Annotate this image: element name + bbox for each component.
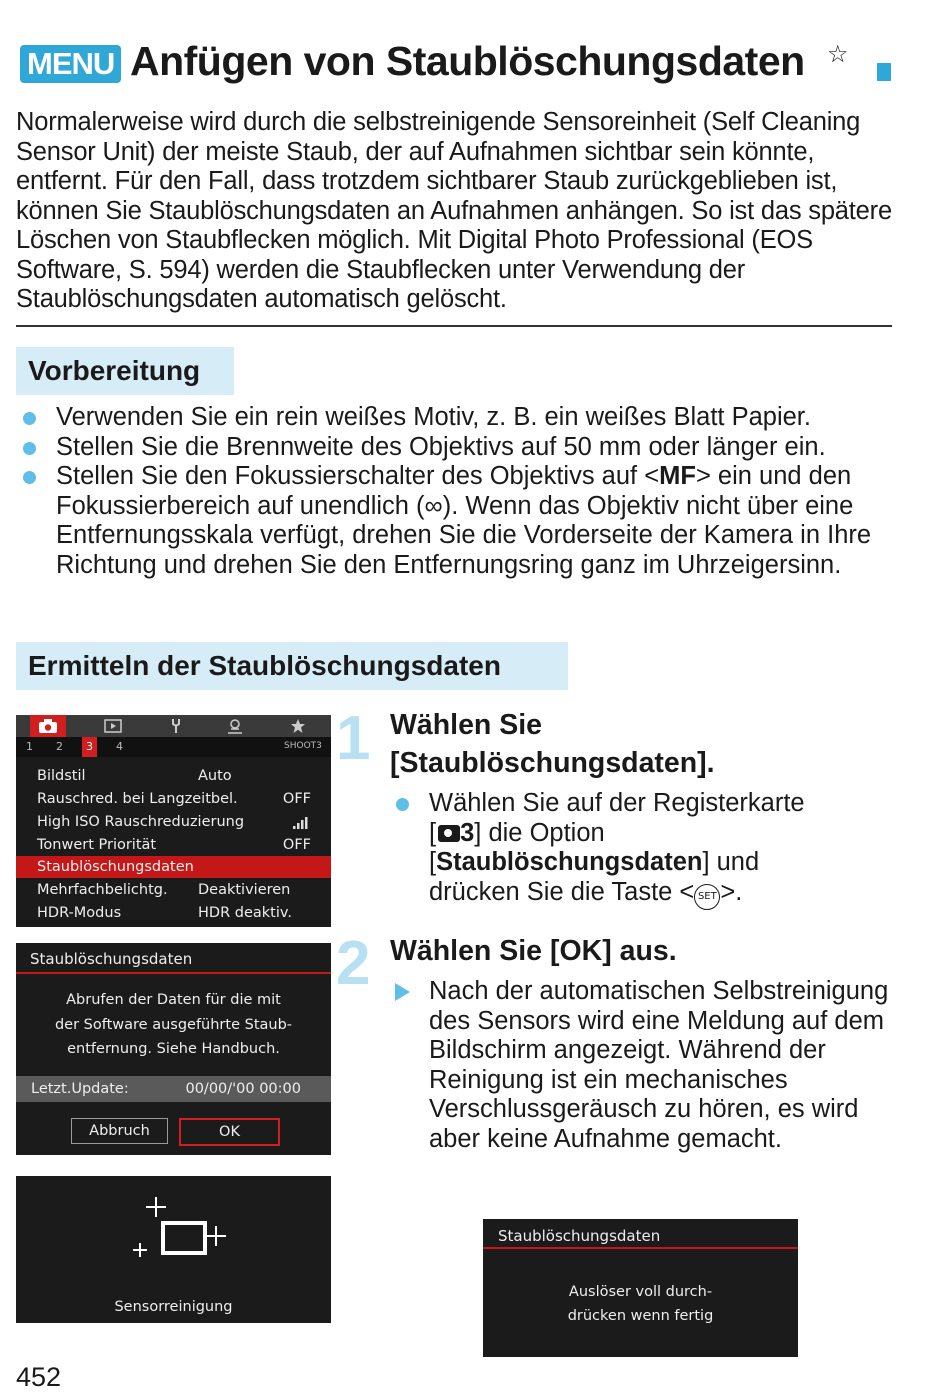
step-instruction: Wählen Sie auf der Registerkarte [ 3] die Option [Staublöschungsdaten] und drücken Sie die Taste < SET >.: [390, 789, 910, 910]
step-title-line: [Staublöschungsdaten].: [390, 747, 715, 779]
result-text: Nach der automatischen Selbstreinigung des Sensors wird eine Meldung auf dem Bildschirm angezeigt. Während der Reinigung ist ein mechanisches Verschlussgeräusch zu hören, es wird aber keine Aufnahme gemacht.: [429, 977, 889, 1153]
step-title: Wählen Sie [OK] aus.: [390, 935, 677, 967]
message-line: entfernung. Siehe Handbuch.: [67, 1041, 280, 1057]
tab-number-row: [16, 737, 331, 757]
preparation-heading: Vorbereitung: [16, 347, 234, 395]
dialog-message: [483, 1280, 798, 1328]
tab-number[interactable]: 4: [116, 740, 123, 753]
menu-item-value: Auto: [198, 768, 232, 784]
menu-item-value: HDR deaktiv.: [198, 905, 292, 921]
list-item: [16, 462, 916, 580]
camera-icon: [438, 825, 460, 842]
menu-item[interactable]: [16, 834, 331, 856]
tab-bar: [16, 715, 331, 737]
custom-function-icon: [226, 718, 244, 734]
step-body: [390, 977, 910, 1154]
sensor-cleaning-icon: [128, 1191, 248, 1286]
wrench-icon: [169, 718, 183, 734]
step-result: [390, 977, 910, 1154]
collect-heading: Ermitteln der Staublöschungsdaten: [16, 642, 568, 690]
result-arrow-icon: [395, 983, 410, 1001]
dialog-title: Staublöschungsdaten: [498, 1227, 661, 1245]
bullet-icon: [23, 412, 36, 425]
sensor-cleaning-screen: [16, 1176, 331, 1323]
menu-item-label: HDR-Modus: [37, 905, 122, 921]
instruction-text: Wählen Sie auf der Registerkarte: [429, 789, 805, 817]
tab-number[interactable]: 2: [56, 740, 63, 753]
instruction-text: drücken Sie die Taste <: [429, 877, 695, 906]
menu-item-selected[interactable]: [16, 856, 331, 878]
list-item-text: Verwenden Sie ein rein weißes Motiv, z. B. ein weißes Blatt Papier.: [56, 403, 811, 431]
shoot-label: SHOOT3: [284, 741, 322, 751]
list-item: [16, 403, 916, 433]
camera-icon: [39, 719, 57, 733]
menu-item-label: Rauschred. bei Langzeitbel.: [37, 791, 238, 807]
last-update-label: Letzt.Update:: [31, 1081, 129, 1097]
tab-number-active[interactable]: 3: [82, 737, 97, 757]
instruction-text: ] die Option: [474, 818, 605, 847]
my-menu-star-icon: [290, 718, 306, 734]
step-body: [390, 789, 910, 910]
last-update-row: [16, 1076, 331, 1102]
list-item-text: > ein und den Fokussierbereich auf unendlich (∞). Wenn das Objektiv nicht über eine Entfernungsskala verfügt, drehen Sie die Vorderseite der Kamera in Ihre Richtung und drehen Sie den Entfernungsring ganz im Uhrzeigersinn.: [56, 462, 872, 579]
menu-item-label: Mehrfachbelichtg.: [37, 882, 168, 898]
ok-button[interactable]: OK: [179, 1118, 280, 1146]
star-icon: ☆: [827, 41, 849, 68]
instruction-text: >.: [720, 877, 743, 906]
divider: [16, 325, 892, 327]
message-line: drücken wenn fertig: [567, 1308, 714, 1324]
last-update-value: 00/00/'00 00:00: [185, 1081, 301, 1097]
menu-item[interactable]: [16, 788, 331, 810]
sensor-cleaning-label: Sensorreinigung: [114, 1299, 233, 1315]
dust-data-dialog-screen: [16, 943, 331, 1155]
page-title: Anfügen von Staublöschungsdaten: [130, 38, 805, 84]
step-title: [390, 706, 850, 782]
dialog-title: Staublöschungsdaten: [30, 950, 193, 968]
tab-number[interactable]: 1: [26, 740, 33, 753]
list-item-text: Stellen Sie den Fokussierschalter des Objektivs auf <: [56, 462, 660, 490]
noise-level-icon: [293, 816, 309, 829]
list-item-text: Stellen Sie die Brennweite des Objektivs auf 50 mm oder länger ein.: [56, 432, 826, 461]
message-line: der Software ausgeführte Staub-: [54, 1016, 293, 1033]
tab-number: 3: [460, 818, 475, 847]
step-number: 2: [336, 929, 371, 998]
menu-item[interactable]: [16, 902, 331, 924]
cancel-button[interactable]: Abbruch: [71, 1118, 168, 1144]
menu-item-label: Bildstil: [37, 768, 86, 784]
menu-badge: MENU: [20, 45, 121, 83]
menu-item[interactable]: [16, 811, 331, 833]
intro-paragraph: Normalerweise wird durch die selbstreinigende Sensoreinheit (Self Cleaning Sensor Unit) der meiste Staub, der auf Aufnahmen sichtbar sein könnte, entfernt. Für den Fall, dass trotzdem sichtbarer Staub zurückgeblieben ist, können Sie Staublöschungsdaten an Aufnahmen anhängen. So ist das spätere Löschen von Staubflecken möglich. Mit Digital Photo Professional (EOS Software, S. 594) werden die Staubflecken unter Verwendung der Staublöschungsdaten automatisch gelöscht.: [16, 108, 892, 313]
menu-item[interactable]: [16, 879, 331, 901]
title-underline: [483, 1247, 798, 1249]
bullet-icon: [23, 442, 36, 455]
bullet-icon: [23, 471, 36, 484]
menu-item-label: Staublöschungsdaten: [37, 859, 194, 875]
page-number: 452: [16, 1362, 62, 1392]
menu-item-value: OFF: [282, 837, 311, 853]
set-button-icon: SET: [694, 884, 720, 910]
dialog-message: [16, 988, 331, 1062]
menu-item-label: Tonwert Priorität: [37, 837, 157, 853]
preparation-list: [16, 403, 916, 580]
message-line: Abrufen der Daten für die mit: [66, 992, 281, 1008]
camera-menu-screen: [16, 715, 331, 927]
menu-item-value: Deaktivieren: [198, 882, 291, 898]
instruction-text: ] und: [702, 848, 760, 876]
menu-item-label: High ISO Rauschreduzierung: [37, 814, 245, 830]
shutter-prompt-screen: [483, 1219, 798, 1357]
option-name: Staublöschungsdaten: [436, 848, 703, 876]
step-number: 1: [336, 704, 371, 773]
menu-item-value: OFF: [282, 791, 311, 807]
title-underline: [16, 972, 331, 974]
playback-icon: [104, 719, 122, 733]
step-title-line: Wählen Sie: [390, 709, 543, 741]
section-marker: [877, 63, 891, 81]
menu-item[interactable]: [16, 765, 331, 787]
mf-label: MF: [659, 462, 696, 490]
message-line: Auslöser voll durch-: [568, 1284, 713, 1300]
list-item: [16, 433, 916, 463]
bullet-icon: [396, 798, 409, 811]
